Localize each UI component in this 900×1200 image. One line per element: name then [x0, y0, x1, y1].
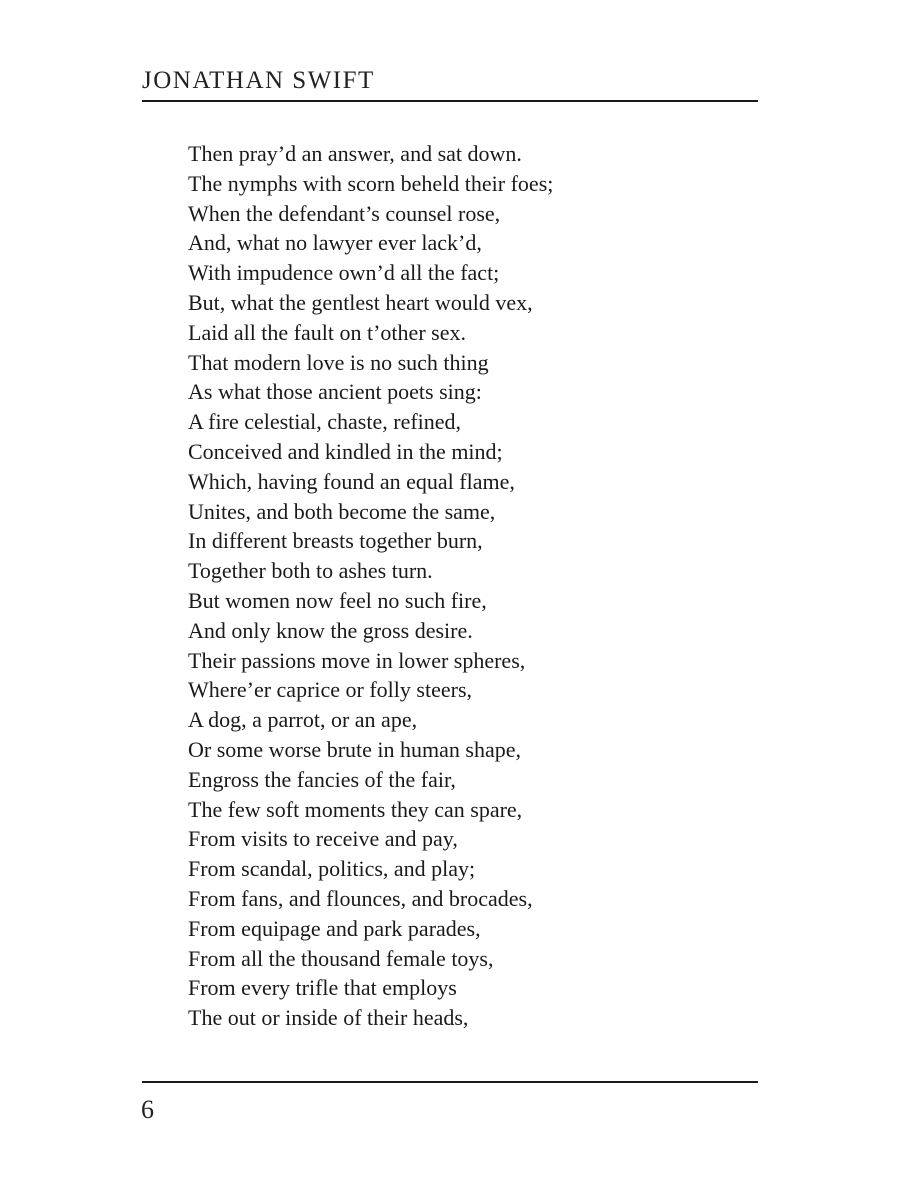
- poem-line: With impudence own’d all the fact;: [188, 260, 500, 286]
- poem-line: The few soft moments they can spare,: [188, 796, 523, 822]
- footer-rule: [142, 1081, 758, 1083]
- running-head-title: JONATHAN SWIFT: [142, 67, 375, 94]
- poem-line: From scandal, politics, and play;: [188, 856, 476, 882]
- poem-line: The out or inside of their heads,: [188, 1005, 469, 1031]
- poem-line: Laid all the fault on t’other sex.: [188, 319, 466, 345]
- poem-line: Their passions move in lower spheres,: [188, 647, 526, 673]
- poem-line: As what those ancient poets sing:: [188, 379, 482, 405]
- poem-line: Engross the fancies of the fair,: [188, 766, 456, 792]
- poem-line: Unites, and both become the same,: [188, 498, 496, 524]
- poem-line: From every trifle that employs: [188, 975, 457, 1001]
- poem-line: From all the thousand female toys,: [188, 945, 494, 971]
- poem-line: The nymphs with scorn beheld their foes;: [188, 170, 554, 196]
- poem-line: But women now feel no such fire,: [188, 587, 487, 613]
- poem-line: A dog, a parrot, or an ape,: [188, 707, 418, 733]
- poem-line: In different breasts together burn,: [188, 528, 483, 554]
- poem-line: From visits to receive and pay,: [188, 826, 458, 852]
- poem-line: A fire celestial, chaste, refined,: [188, 409, 462, 435]
- poem-line: And, what no lawyer ever lack’d,: [188, 230, 482, 256]
- poem-line: When the defendant’s counsel rose,: [188, 200, 501, 226]
- poem-line: Or some worse brute in human shape,: [188, 736, 521, 762]
- poem-line: Then pray’d an answer, and sat down.: [188, 141, 522, 166]
- poem-line: Together both to ashes turn.: [188, 558, 433, 584]
- poem-line: From equipage and park parades,: [188, 915, 481, 941]
- poem-line: Conceived and kindled in the mind;: [188, 438, 503, 464]
- poem-line: Where’er caprice or folly steers,: [188, 677, 473, 703]
- poem-line: From fans, and flounces, and brocades,: [188, 885, 533, 911]
- poem-body: [188, 139, 758, 1033]
- poem-line: That modern love is no such thing: [188, 349, 489, 375]
- header-rule: [142, 100, 758, 102]
- poem-line: But, what the gentlest heart would vex,: [188, 289, 533, 315]
- poem-line: Which, having found an equal flame,: [188, 468, 515, 494]
- page-number: 6: [141, 1095, 154, 1124]
- poem-line: And only know the gross desire.: [188, 617, 473, 643]
